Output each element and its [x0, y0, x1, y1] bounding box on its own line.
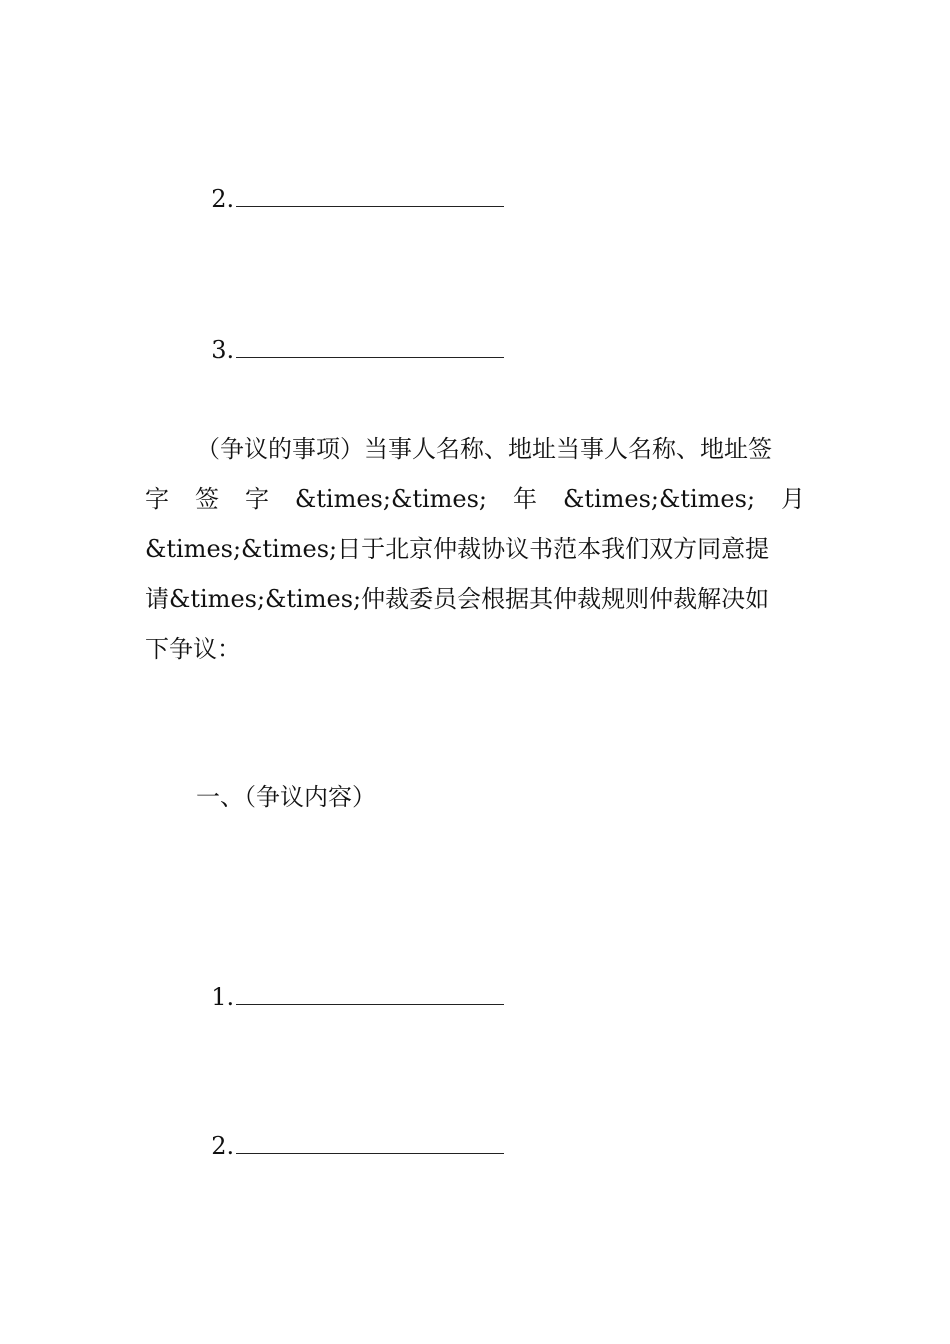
- list-item-2-top: [196, 124, 504, 224]
- paragraph-line-1: （争议的事项）当事人名称、地址当事人名称、地址签: [196, 435, 772, 463]
- item-number: 2.: [211, 185, 235, 213]
- section-heading: 一、（争议内容）: [196, 783, 376, 811]
- paragraph-word: 字: [244, 485, 269, 513]
- paragraph-line-3: &times;&times;日于北京仲裁协议书范本我们双方同意提: [145, 535, 770, 563]
- list-item-1: [196, 922, 504, 1022]
- blank-line: [236, 204, 504, 207]
- item-number: 3.: [211, 336, 235, 364]
- blank-line: [236, 1002, 504, 1005]
- list-item-2-bottom: [196, 1071, 504, 1171]
- paragraph-word: 年: [512, 485, 537, 513]
- paragraph-line-5: 下争议：: [145, 635, 241, 663]
- dispute-paragraph: [145, 424, 805, 674]
- paragraph-line-4: 请&times;&times;仲裁委员会根据其仲裁规则仲裁解决如: [145, 585, 770, 613]
- paragraph-word: 月: [781, 485, 805, 513]
- paragraph-word: 字: [145, 485, 169, 513]
- item-number: 1.: [211, 983, 235, 1011]
- item-number: 2.: [211, 1132, 235, 1160]
- paragraph-word: &times;&times;: [562, 485, 756, 513]
- blank-line: [236, 1151, 504, 1154]
- paragraph-word: &times;&times;: [294, 485, 487, 513]
- blank-line: [236, 355, 504, 358]
- list-item-3: [196, 275, 504, 375]
- paragraph-line-2: [145, 474, 805, 524]
- paragraph-word: 签: [194, 485, 219, 513]
